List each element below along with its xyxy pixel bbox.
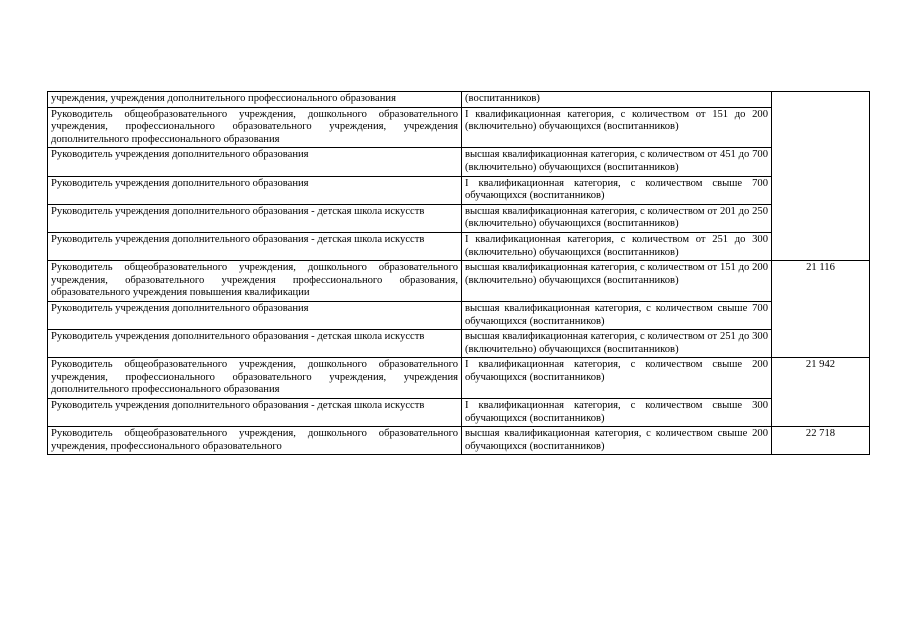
category-cell: высшая квалификационная категория, с количеством свыше 700 обучающихся (воспитанников): [462, 301, 772, 329]
category-cell: высшая квалификационная категория, с количеством свыше 200 обучающихся (воспитанников): [462, 427, 772, 455]
position-cell: Руководитель учреждения дополнительного образования - детская школа искусств: [48, 232, 462, 260]
salary-cell: 22 718: [772, 427, 870, 455]
category-cell: I квалификационная категория, с количеством свыше 200 обучающихся (воспитанников): [462, 358, 772, 399]
position-cell: Руководитель учреждения дополнительного образования - детская школа искусств: [48, 399, 462, 427]
position-cell: Руководитель общеобразовательного учреждения, дошкольного образовательного учреждения, профессионального образовательного учреждения, учреждения дополнительного профессионального образования: [48, 358, 462, 399]
salary-cell: 21 116: [772, 261, 870, 358]
table-row: [48, 204, 870, 232]
category-cell: (воспитанников): [462, 92, 772, 108]
table-row: [48, 107, 870, 148]
table-row: [48, 330, 870, 358]
category-cell: I квалификационная категория, с количеством свыше 700 обучающихся (воспитанников): [462, 176, 772, 204]
position-cell: Руководитель общеобразовательного учреждения, дошкольного образовательного учреждения, профессионального образовательного учреждения, учреждения дополнительного профессионального образования: [48, 107, 462, 148]
category-cell: высшая квалификационная категория, с количеством от 201 до 250 (включительно) обучающихся (воспитанников): [462, 204, 772, 232]
salary-cell: 21 942: [772, 358, 870, 427]
category-cell: I квалификационная категория, с количеством свыше 300 обучающихся (воспитанников): [462, 399, 772, 427]
position-cell: Руководитель учреждения дополнительного образования: [48, 301, 462, 329]
position-cell: Руководитель общеобразовательного учреждения, дошкольного образовательного учреждения, образовательного учреждения профессионального образования, образовательного учреждения повышения квалификации: [48, 261, 462, 302]
category-cell: высшая квалификационная категория, с количеством от 451 до 700 (включительно) обучающихся (воспитанников): [462, 148, 772, 176]
position-cell: Руководитель учреждения дополнительного образования - детская школа искусств: [48, 204, 462, 232]
table-row: [48, 261, 870, 302]
table-row: [48, 148, 870, 176]
position-cell: Руководитель учреждения дополнительного образования: [48, 148, 462, 176]
position-cell: Руководитель учреждения дополнительного образования: [48, 176, 462, 204]
table-row: [48, 358, 870, 399]
position-cell: учреждения, учреждения дополнительного профессионального образования: [48, 92, 462, 108]
table-row: [48, 176, 870, 204]
position-cell: Руководитель учреждения дополнительного образования - детская школа искусств: [48, 330, 462, 358]
salary-cell: [772, 92, 870, 261]
category-cell: высшая квалификационная категория, с количеством от 251 до 300 (включительно) обучающихся (воспитанников): [462, 330, 772, 358]
table-row: [48, 427, 870, 455]
table-row: [48, 232, 870, 260]
salary-table: [47, 91, 870, 455]
table-row: [48, 301, 870, 329]
category-cell: I квалификационная категория, с количеством от 151 до 200 (включительно) обучающихся (воспитанников): [462, 107, 772, 148]
position-cell: Руководитель общеобразовательного учреждения, дошкольного образовательного учреждения, профессионального образовательного: [48, 427, 462, 455]
table-row: [48, 92, 870, 108]
table-row: [48, 399, 870, 427]
category-cell: I квалификационная категория, с количеством от 251 до 300 (включительно) обучающихся (воспитанников): [462, 232, 772, 260]
category-cell: высшая квалификационная категория, с количеством от 151 до 200 (включительно) обучающихся (воспитанников): [462, 261, 772, 302]
